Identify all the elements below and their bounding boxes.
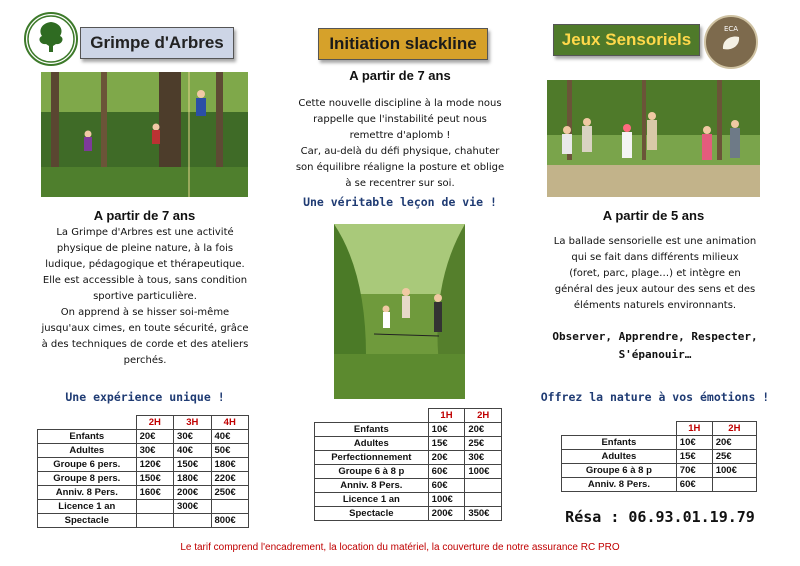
price-cell: 200€ (174, 486, 211, 500)
price-cell: 100€ (712, 464, 756, 478)
description-right (540, 234, 770, 314)
price-cell: 40€ (174, 444, 211, 458)
description-center (285, 96, 515, 192)
row-label: Groupe 6 à 8 p (315, 465, 429, 479)
tagline-line: S'épanouir… (618, 348, 692, 361)
description-line: La ballade sensorielle est une animation (553, 236, 757, 247)
price-cell: 25€ (465, 437, 502, 451)
row-label: Spectacle (38, 514, 137, 528)
row-label: Adultes (562, 450, 677, 464)
table-row (315, 479, 502, 493)
price-cell (211, 500, 249, 514)
price-cell (174, 514, 211, 528)
tagline-right (540, 328, 770, 364)
duration-header: 3H (174, 416, 211, 430)
description-line: son équilibre réaligne la posture et oblige (295, 162, 505, 173)
price-cell: 50€ (211, 444, 249, 458)
description-line: à des techniques de corde et des ateliers (41, 339, 249, 350)
price-cell: 10€ (676, 436, 712, 450)
table-row (562, 478, 757, 492)
price-cell: 60€ (428, 465, 465, 479)
price-cell: 100€ (465, 465, 502, 479)
description-line: physique de pleine nature, à la fois (56, 243, 234, 254)
logo-text: ECA (723, 25, 739, 33)
row-label: Enfants (562, 436, 677, 450)
price-table-sensoriels (561, 421, 757, 492)
table-row (38, 500, 249, 514)
banner-title: Jeux Sensoriels (561, 30, 692, 49)
description-line: remettre d'aplomb ! (349, 130, 451, 141)
table-header-row (315, 409, 502, 423)
price-cell: 10€ (428, 423, 465, 437)
duration-header: 1H (676, 422, 712, 436)
price-cell: 60€ (676, 478, 712, 492)
price-cell: 200€ (428, 507, 465, 521)
table-row (38, 458, 249, 472)
row-label: Licence 1 an (38, 500, 137, 514)
table-row (315, 437, 502, 451)
price-cell: 70€ (676, 464, 712, 478)
table-corner-cell (38, 416, 137, 430)
price-cell: 20€ (428, 451, 465, 465)
banner-initiation-slackline (318, 28, 488, 60)
table-row (562, 450, 757, 464)
row-label: Spectacle (315, 507, 429, 521)
price-cell: 150€ (174, 458, 211, 472)
age-heading-left: A partir de 7 ans (93, 208, 196, 223)
description-line: jusqu'aux cimes, en toute sécurité, grâce (41, 323, 249, 334)
price-cell: 180€ (174, 472, 211, 486)
price-table-slackline (314, 408, 502, 521)
footer-note: Le tarif comprend l'encadrement, la location du matériel, la couverture de notre assurance RC PRO (180, 542, 620, 553)
price-cell: 15€ (676, 450, 712, 464)
price-cell: 60€ (428, 479, 465, 493)
description-line: perchés. (123, 355, 167, 366)
row-label: Anniv. 8 Pers. (38, 486, 137, 500)
price-cell: 30€ (174, 430, 211, 444)
description-line: éléments naturels environnants. (573, 300, 737, 311)
row-label: Groupe 8 pers. (38, 472, 137, 486)
row-label: Groupe 6 pers. (38, 458, 137, 472)
table-row (562, 436, 757, 450)
banner-grimpe-darbres (80, 27, 234, 59)
description-line: La Grimpe d'Arbres est une activité (56, 227, 234, 238)
price-cell: 100€ (428, 493, 465, 507)
description-line: ludique, pédagogique et thérapeutique. (45, 259, 245, 270)
table-row (315, 451, 502, 465)
description-line: On apprend à se hisser soi-même (60, 307, 230, 318)
table-row (315, 507, 502, 521)
row-label: Anniv. 8 Pers. (315, 479, 429, 493)
banner-title: Initiation slackline (329, 34, 477, 53)
duration-header: 2H (136, 416, 173, 430)
row-label: Groupe 6 à 8 p (562, 464, 677, 478)
description-line: qui se fait dans différents milieux (571, 252, 739, 263)
row-label: Enfants (38, 430, 137, 444)
table-corner-cell (315, 409, 429, 423)
price-cell: 25€ (712, 450, 756, 464)
description-line: Car, au-delà du défi physique, chahuter (300, 146, 500, 157)
slogan-left: Une expérience unique ! (65, 390, 225, 404)
description-left (30, 225, 260, 369)
eca-logo (704, 15, 758, 69)
description-line: à se recentrer sur soi. (345, 178, 455, 189)
slogan-right: Offrez la nature à vos émotions ! (540, 390, 770, 404)
price-cell: 180€ (211, 458, 249, 472)
description-line: rappelle que l'instabilité peut nous (313, 114, 487, 125)
slackline-photo (334, 224, 465, 399)
price-cell: 220€ (211, 472, 249, 486)
row-label: Perfectionnement (315, 451, 429, 465)
price-cell (712, 478, 756, 492)
row-label: Adultes (315, 437, 429, 451)
price-cell (465, 479, 502, 493)
duration-header: 1H (428, 409, 465, 423)
table-row (38, 486, 249, 500)
description-line: général des jeux autour des sens et des (554, 284, 756, 295)
row-label: Adultes (38, 444, 137, 458)
table-row (562, 464, 757, 478)
table-row (38, 430, 249, 444)
leaf-logo-icon (706, 17, 756, 67)
price-cell: 20€ (465, 423, 502, 437)
table-row (315, 493, 502, 507)
price-cell: 120€ (136, 458, 173, 472)
age-heading-center: A partir de 7 ans (349, 68, 451, 83)
price-cell: 30€ (136, 444, 173, 458)
price-cell: 160€ (136, 486, 173, 500)
banner-jeux-sensoriels (553, 24, 700, 56)
slogan-center: Une véritable leçon de vie ! (303, 195, 497, 209)
price-cell: 300€ (174, 500, 211, 514)
table-row (38, 514, 249, 528)
row-label: Enfants (315, 423, 429, 437)
table-row (38, 472, 249, 486)
tree-logo-icon (26, 14, 76, 64)
price-cell (465, 493, 502, 507)
tree-climbing-photo (41, 72, 248, 197)
price-cell: 150€ (136, 472, 173, 486)
row-label: Licence 1 an (315, 493, 429, 507)
table-row (315, 423, 502, 437)
description-line: (foret, parc, plage…) et intègre en (569, 268, 741, 279)
price-cell: 350€ (465, 507, 502, 521)
price-cell: 20€ (136, 430, 173, 444)
reservation-phone: Résa : 06.93.01.19.79 (565, 508, 755, 526)
table-row (38, 444, 249, 458)
school-logo (24, 12, 78, 66)
duration-header: 4H (211, 416, 249, 430)
sensory-game-photo (547, 80, 760, 197)
tagline-line: Observer, Apprendre, Respecter, (552, 330, 758, 343)
price-cell: 30€ (465, 451, 502, 465)
price-cell: 15€ (428, 437, 465, 451)
table-row (315, 465, 502, 479)
price-cell: 40€ (211, 430, 249, 444)
table-header-row (562, 422, 757, 436)
row-label: Anniv. 8 Pers. (562, 478, 677, 492)
description-line: Elle est accessible à tous, sans condition (42, 275, 248, 286)
duration-header: 2H (465, 409, 502, 423)
price-cell (136, 514, 173, 528)
price-cell: 20€ (712, 436, 756, 450)
banner-title: Grimpe d'Arbres (90, 33, 224, 52)
age-heading-right: A partir de 5 ans (602, 208, 705, 223)
price-cell: 250€ (211, 486, 249, 500)
table-header-row (38, 416, 249, 430)
price-table-grimpe (37, 415, 249, 528)
price-cell: 800€ (211, 514, 249, 528)
duration-header: 2H (712, 422, 756, 436)
price-cell (136, 500, 173, 514)
description-line: Cette nouvelle discipline à la mode nous (298, 98, 502, 109)
table-corner-cell (562, 422, 677, 436)
description-line: sportive particulière. (93, 291, 197, 302)
